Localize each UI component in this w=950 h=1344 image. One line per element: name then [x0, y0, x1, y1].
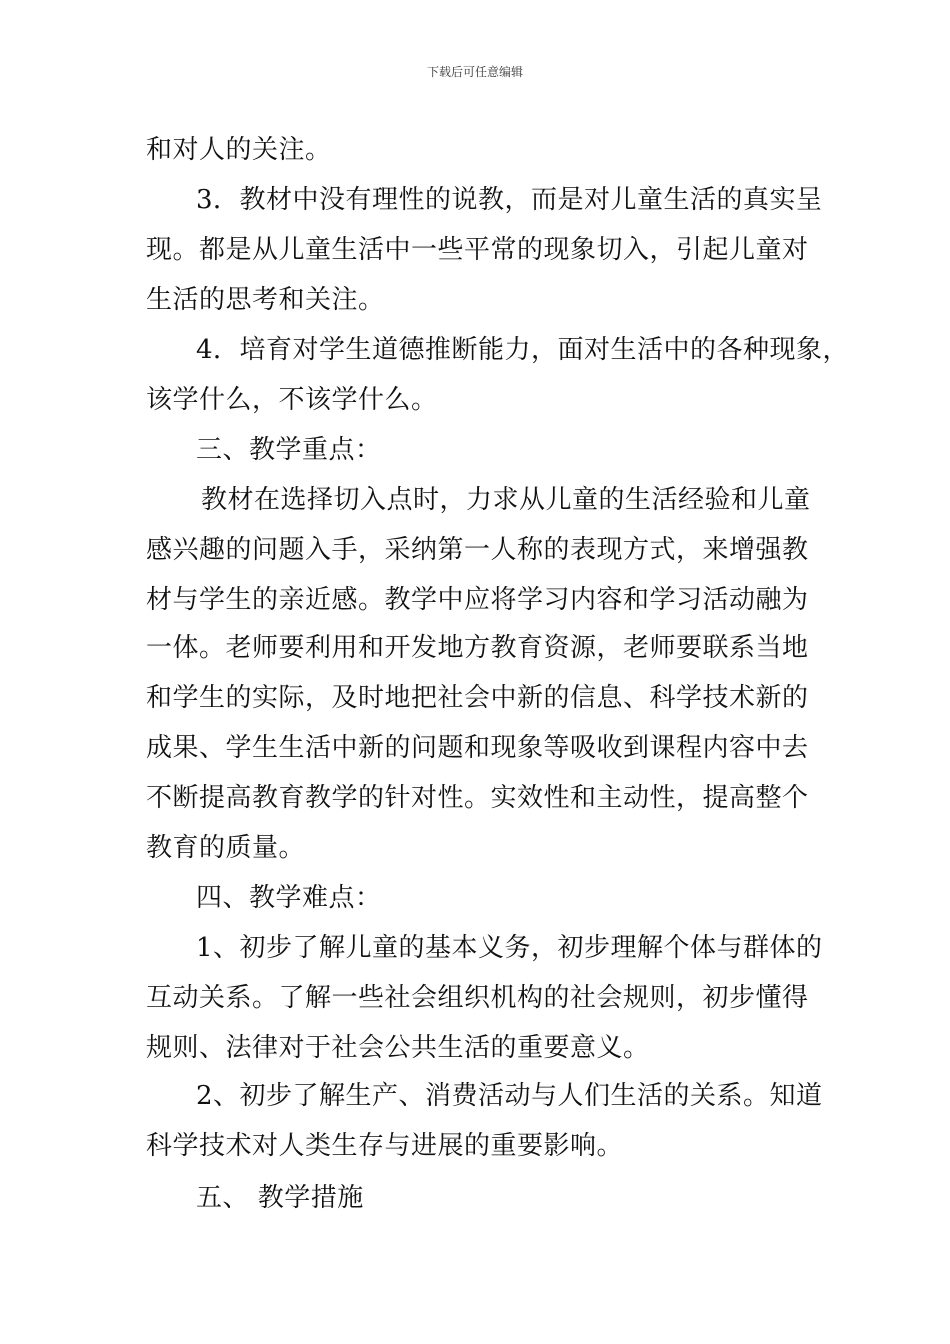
text-line: 和学生的实际，及时地把社会中新的信息、科学技术新的	[146, 683, 809, 713]
text-line: 互动关系。了解一些社会组织机构的社会规则，初步懂得	[146, 983, 809, 1013]
text-line: 生活的思考和关注。	[146, 285, 385, 315]
section-heading: 五、 教学措施	[196, 1183, 364, 1213]
section-heading: 四、教学难点：	[196, 883, 382, 913]
text-line: 3．教材中没有理性的说教，而是对儿童生活的真实呈	[196, 185, 823, 215]
text-line: 和对人的关注。	[146, 135, 332, 165]
text-line: 现。都是从儿童生活中一些平常的现象切入，引起儿童对	[146, 235, 809, 265]
text-line: 2、初步了解生产、消费活动与人们生活的关系。知道	[196, 1081, 823, 1111]
text-line: 教材在选择切入点时，力求从儿童的生活经验和儿童	[201, 485, 811, 515]
text-line: 教育的质量。	[146, 833, 306, 863]
text-line: 感兴趣的问题入手，采纳第一人称的表现方式，来增强教	[146, 535, 809, 565]
text-line: 规则、法律对于社会公共生活的重要意义。	[146, 1033, 650, 1063]
text-line: 不断提高教育教学的针对性。实效性和主动性，提高整个	[146, 783, 809, 813]
text-line: 1、初步了解儿童的基本义务，初步理解个体与群体的	[196, 933, 823, 963]
text-line: 材与学生的亲近感。教学中应将学习内容和学习活动融为	[146, 585, 809, 615]
text-line: 成果、学生生活中新的问题和现象等吸收到课程内容中去	[146, 733, 809, 763]
text-line: 一体。老师要利用和开发地方教育资源，老师要联系当地	[146, 633, 809, 663]
text-line: 4．培育对学生道德推断能力，面对生活中的各种现象，	[196, 335, 850, 365]
section-heading: 三、教学重点：	[196, 435, 382, 465]
text-line: 该学什么，不该学什么。	[146, 385, 438, 415]
text-line: 科学技术对人类生存与进展的重要影响。	[146, 1131, 624, 1161]
page-header: 下载后可任意编辑	[426, 65, 523, 79]
